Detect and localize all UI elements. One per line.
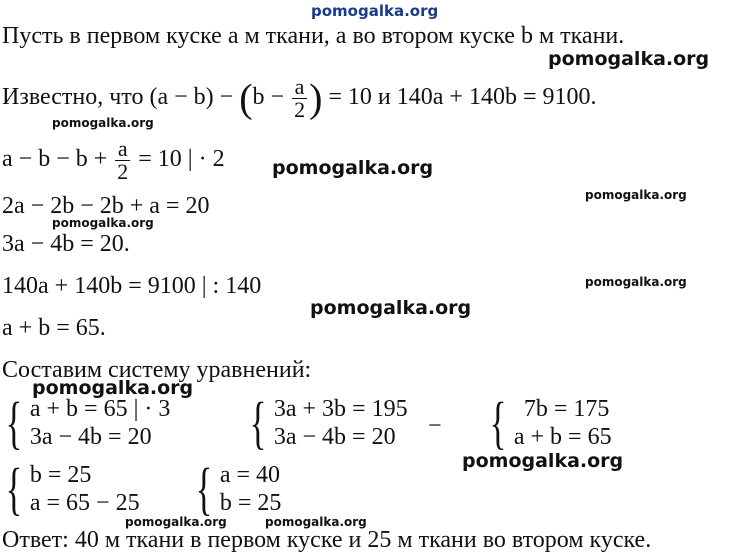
given-suffix: = 10 и 140a + 140b = 9100.	[328, 84, 597, 111]
brace-icon: {	[5, 456, 23, 521]
equation-step-4: 140a + 140b = 9100 | : 140	[2, 273, 262, 299]
inner-left: b −	[252, 84, 285, 111]
system-1-row-2: 3a − 4b = 20	[29, 424, 152, 450]
system-5	[190, 456, 282, 521]
watermark: pomogalka.org	[272, 157, 434, 179]
watermark-top: pomogalka.org	[311, 2, 439, 20]
watermark: pomogalka.org	[462, 450, 624, 472]
system-heading: Составим систему уравнений:	[2, 357, 312, 383]
system-2-row-1: 3a + 3b = 195	[273, 396, 408, 422]
equation-step-2: 2a − 2b − 2b + a = 20	[2, 193, 210, 219]
watermark: pomogalka.org	[548, 48, 710, 70]
system-2-row-2: 3a − 4b = 20	[273, 424, 396, 450]
brace-icon: {	[195, 456, 213, 521]
system-1	[0, 390, 171, 455]
given-conditions	[2, 76, 597, 121]
system-3	[484, 390, 612, 455]
system-2	[244, 390, 408, 455]
watermark: pomogalka.org	[125, 515, 227, 529]
equation-step-1	[2, 138, 225, 183]
brace-icon: {	[489, 390, 507, 455]
brace-icon: {	[249, 390, 267, 455]
watermark: pomogalka.org	[52, 216, 154, 230]
step1-left: a − b − b +	[2, 146, 108, 173]
system-5-row-1: a = 40	[219, 462, 281, 488]
watermark: pomogalka.org	[265, 515, 367, 529]
answer: Ответ: 40 м ткани в первом куске и 25 м ткани во втором куске.	[2, 527, 652, 553]
watermark: pomogalka.org	[52, 116, 154, 130]
system-1-row-1: a + b = 65 | · 3	[29, 396, 171, 422]
left-paren: (	[239, 75, 253, 121]
watermark: pomogalka.org	[32, 377, 194, 399]
system-3-row-1: 7b = 175	[523, 396, 610, 422]
fraction-a-over-2: $\frac{a}{2}$	[294, 74, 306, 122]
watermark: pomogalka.org	[310, 297, 472, 319]
system-5-row-2: b = 25	[219, 490, 282, 516]
step1-right: = 10 | · 2	[138, 146, 225, 173]
brace-icon: {	[5, 390, 23, 455]
given-prefix: Известно, что (a − b) −	[2, 84, 234, 111]
fraction-a-over-2: $\frac{a}{2}$	[117, 136, 129, 184]
system-3-row-2: a + b = 65	[513, 424, 612, 450]
watermark: pomogalka.org	[585, 188, 687, 202]
equation-step-3: 3a − 4b = 20.	[2, 231, 130, 257]
subtract-sign: −	[428, 413, 442, 439]
equation-step-5: a + b = 65.	[2, 315, 106, 341]
watermark: pomogalka.org	[585, 275, 687, 289]
right-paren: )	[309, 75, 323, 121]
system-4-row-2: a = 65 − 25	[29, 490, 140, 516]
system-4	[0, 456, 140, 521]
problem-statement: Пусть в первом куске a м ткани, а во втором куске b м ткани.	[2, 23, 625, 49]
system-4-row-1: b = 25	[29, 462, 92, 488]
